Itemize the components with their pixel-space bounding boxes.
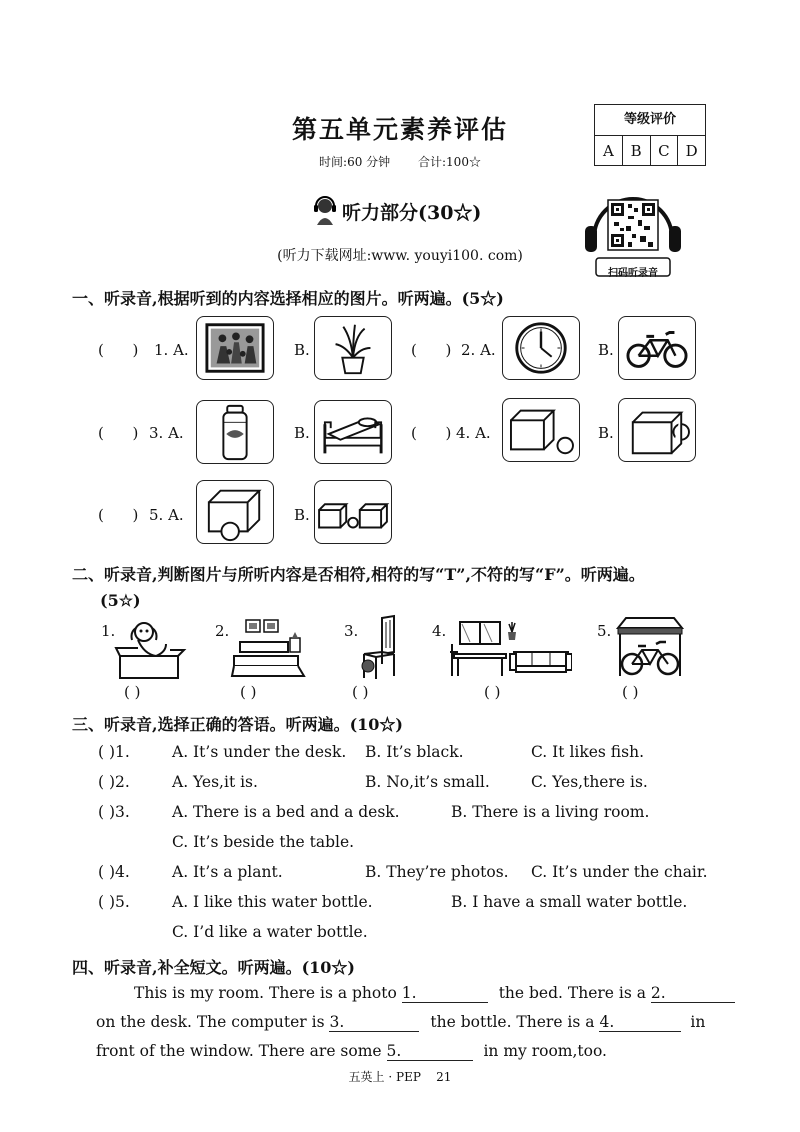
grade-b[interactable]: B [623, 136, 651, 166]
box-ball-behind-icon [619, 399, 695, 461]
part2-item-5-num: 5. [597, 622, 612, 640]
part2-answer-4[interactable]: ( ) [484, 683, 501, 701]
blank-1[interactable]: 1. [402, 984, 488, 1003]
student-headphones-icon [312, 196, 338, 226]
qr-code-widget[interactable] [582, 186, 684, 284]
part3-item-4-num[interactable]: ( )4. [98, 863, 130, 881]
grade-c[interactable]: C [651, 136, 679, 166]
part3-item-1-b[interactable]: B. It’s black. [365, 743, 464, 761]
part4-line-1: This is my room. There is a photo 1. the bed. There is a 2. [134, 984, 735, 1003]
bed-icon [315, 401, 391, 463]
grade-label: 等级评价 [595, 105, 705, 136]
part2-item-4-num: 4. [432, 622, 447, 640]
part3-item-4-b[interactable]: B. They’re photos. [365, 863, 509, 881]
chair-ball-icon [356, 614, 406, 682]
option-2b-bike[interactable] [618, 316, 696, 380]
part4-heading: 四、听录音,补全短文。听两遍。(10☆) [72, 958, 355, 977]
listening-section-heading [312, 196, 481, 226]
option-5a-box-ball[interactable] [196, 480, 274, 544]
answer-paren-3[interactable]: ( ) [98, 424, 139, 442]
part1-heading: 一、听录音,根据听到的内容选择相应的图片。听两遍。(5☆) [72, 289, 504, 308]
part2-item-2-num: 2. [215, 622, 230, 640]
part2-heading-points: (5☆) [100, 591, 141, 610]
option-5b-boxes-ball[interactable] [314, 480, 392, 544]
part3-item-3-b[interactable]: B. There is a living room. [451, 803, 650, 821]
listening-title: 听力部分(30☆) [342, 201, 482, 224]
part2-answer-2[interactable]: ( ) [240, 683, 257, 701]
box-ball-beside-icon [503, 399, 579, 461]
page-footer: 五英上 · PEP 21 [348, 1070, 452, 1084]
answer-paren-1[interactable]: ( ) [98, 341, 139, 359]
grade-box [594, 104, 706, 166]
option-4b-box-ball[interactable] [618, 398, 696, 462]
answer-paren-2[interactable]: ( ) [411, 341, 452, 359]
part3-item-5-num[interactable]: ( )5. [98, 893, 130, 911]
answer-paren-5[interactable]: ( ) [98, 506, 139, 524]
answer-paren-4[interactable]: ( ) [411, 424, 452, 442]
blank-4[interactable]: 4. [599, 1013, 681, 1032]
part2-answer-3[interactable]: ( ) [352, 683, 369, 701]
blank-5[interactable]: 5. [387, 1042, 473, 1061]
part3-item-2-num[interactable]: ( )2. [98, 773, 130, 791]
part3-item-3-a[interactable]: A. There is a bed and a desk. [172, 803, 400, 821]
option-2a-clock[interactable] [502, 316, 580, 380]
part4-line-2: on the desk. The computer is 3. the bottle. There is a 4. in [96, 1013, 706, 1031]
box-ball-under-icon [197, 481, 273, 543]
option-1a-family-photo[interactable] [196, 316, 274, 380]
time-limit: 时间:60 分钟 [319, 155, 391, 169]
part3-item-5-a[interactable]: A. I like this water bottle. [172, 893, 373, 911]
part2-heading: 二、听录音,判断图片与所听内容是否相符,相符的写“T”,不符的写“F”。听两遍。 [72, 565, 645, 584]
living-room-icon [448, 614, 572, 680]
part3-item-5-b[interactable]: B. I have a small water bottle. [451, 893, 688, 911]
water-bottle-icon [197, 401, 273, 463]
family-photo-icon [197, 317, 273, 379]
qr-caption: 扫码听录音 [608, 268, 658, 279]
part3-item-5-c[interactable]: C. I’d like a water bottle. [172, 923, 368, 941]
part2-answer-5[interactable]: ( ) [622, 683, 639, 701]
part2-answer-1[interactable]: ( ) [124, 683, 141, 701]
part1-item-2-label: 2. A. [461, 341, 496, 359]
option-4a-box-ball[interactable] [502, 398, 580, 462]
bike-under-shelter-icon [610, 614, 690, 682]
download-url: (听力下载网址:www. youyi100. com) [277, 248, 523, 264]
clock-icon [503, 317, 579, 379]
option-1b-plant[interactable] [314, 316, 392, 380]
part1-item-5-label: 5. A. [149, 506, 184, 524]
option-3a-bottle[interactable] [196, 400, 274, 464]
total-score: 合计:100☆ [418, 155, 481, 169]
part4-line-3: front of the window. There are some 5. in my room,too. [96, 1042, 607, 1060]
option-4b-label: B. [598, 424, 614, 442]
ball-between-boxes-icon [315, 481, 391, 543]
option-5b-label: B. [294, 506, 310, 524]
part3-item-4-a[interactable]: A. It’s a plant. [172, 863, 283, 881]
option-1b-label: B. [294, 341, 310, 359]
part3-item-2-a[interactable]: A. Yes,it is. [172, 773, 258, 791]
part3-item-1-num[interactable]: ( )1. [98, 743, 130, 761]
part3-item-1-c[interactable]: C. It likes fish. [531, 743, 645, 761]
part3-item-2-b[interactable]: B. No,it’s small. [365, 773, 490, 791]
bike-icon [619, 317, 695, 379]
option-3b-bed[interactable] [314, 400, 392, 464]
option-3b-label: B. [294, 424, 310, 442]
part1-item-1-label: 1. A. [154, 341, 189, 359]
part3-item-3-c[interactable]: C. It’s beside the table. [172, 833, 355, 851]
potted-plant-icon [315, 317, 391, 379]
grade-d[interactable]: D [685, 142, 698, 160]
blank-3[interactable]: 3. [329, 1013, 419, 1032]
option-2b-label: B. [598, 341, 614, 359]
part3-heading: 三、听录音,选择正确的答语。听两遍。(10☆) [72, 715, 403, 734]
page-title: 第五单元素养评估 [291, 115, 508, 144]
part2-item-3-num: 3. [344, 622, 359, 640]
part1-item-3-label: 3. A. [149, 424, 184, 442]
part1-item-4-label: 4. A. [456, 424, 491, 442]
part3-item-4-c[interactable]: C. It’s under the chair. [531, 863, 708, 881]
grade-a[interactable]: A [595, 136, 623, 166]
part3-item-2-c[interactable]: C. Yes,there is. [531, 773, 648, 791]
dog-in-box-icon [114, 618, 190, 682]
bedroom-icon [230, 616, 306, 682]
part3-item-1-a[interactable]: A. It’s under the desk. [172, 743, 347, 761]
part3-item-3-num[interactable]: ( )3. [98, 803, 130, 821]
blank-2[interactable]: 2. [651, 984, 735, 1003]
part2-item-1-num: 1. [101, 622, 116, 640]
